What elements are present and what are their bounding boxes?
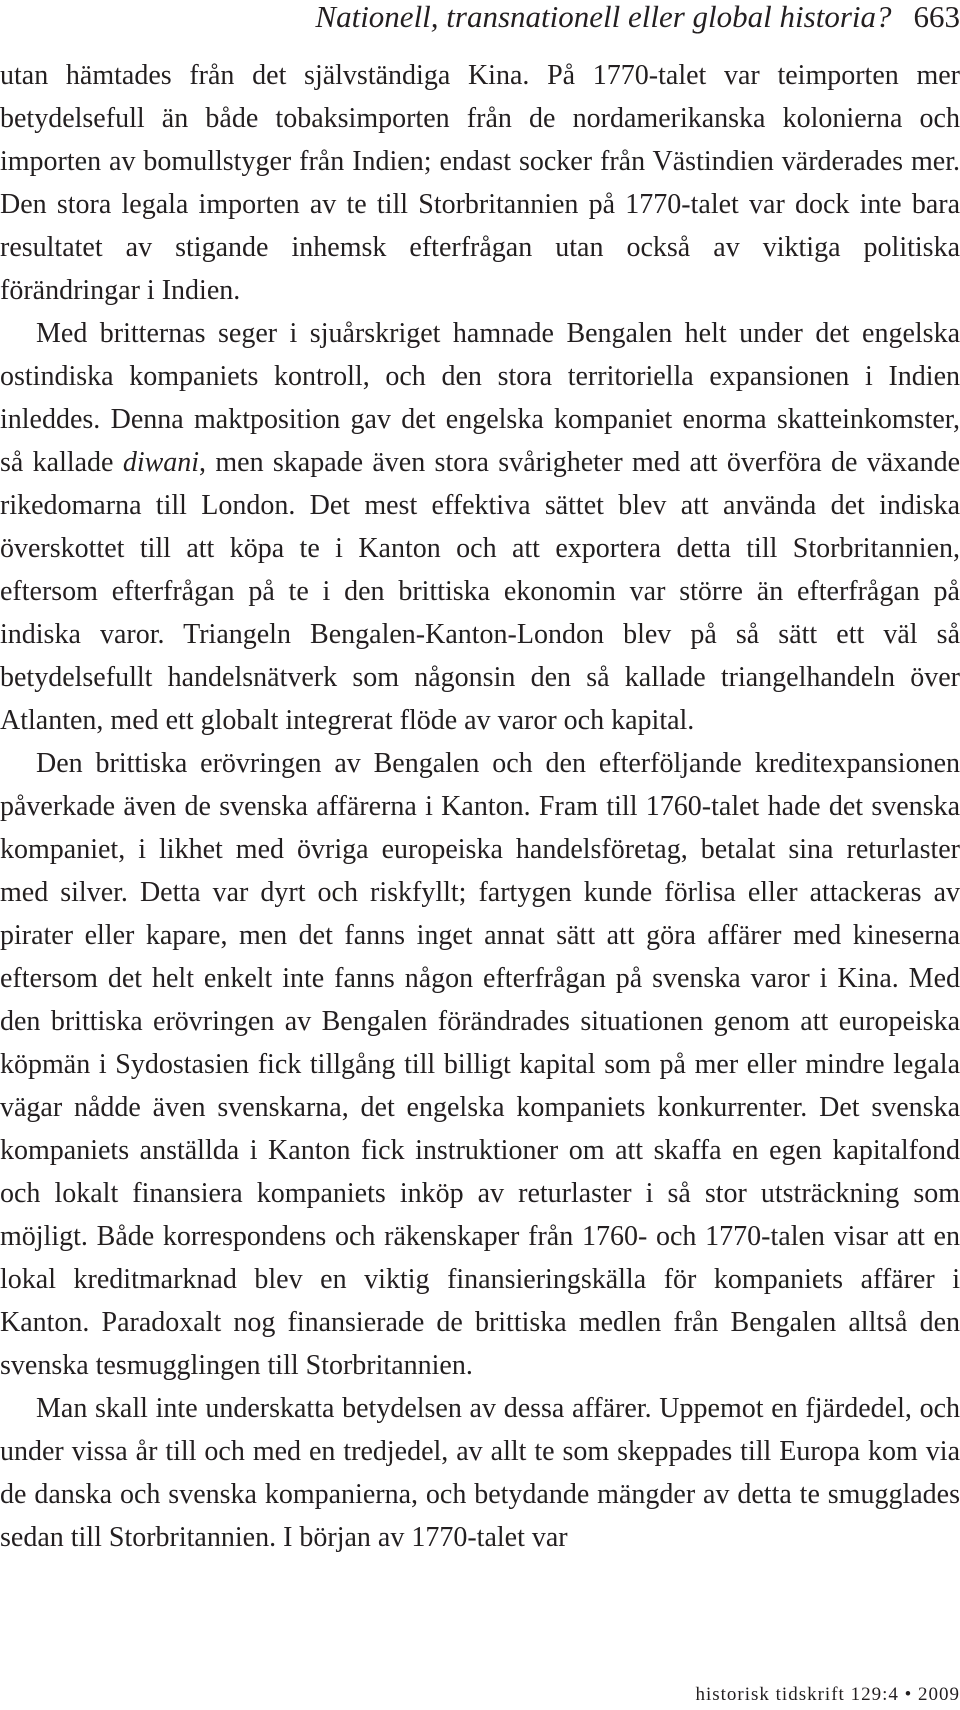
paragraph-2 <box>0 312 960 742</box>
diwani-term: diwani <box>122 447 200 478</box>
paragraph-2-text-end: , men skapade även stora svårigheter med att överföra de växande rikedomarna till London. Det mest effektiva sättet blev att använda det indiska överskottet till att köpa te i Kanton och att exportera detta till Storbritannien, eftersom efterfrågan på te i den brittiska ekonomin var större än efterfrågan på indiska varor. Triangeln Bengalen-Kanton-London blev på så sätt ett väl så betydelsefullt handelsnätverk som någonsin den så kallade triangelhandeln över Atlanten, med ett globalt integrerat flöde av varor och kapital. <box>0 447 960 736</box>
journal-name: historisk tidskrift <box>695 1684 845 1705</box>
paragraph-4-text: Man skall inte underskatta betydelsen av dessa affärer. Uppemot en fjärdedel, och under vissa år till och med en tredjedel, av allt te som skeppades till Europa kom via de danska och svenska kompanierna, och betydande mängder av detta te smugglades sedan till Storbritannien. I början av 1770-talet var <box>0 1393 960 1553</box>
paragraph-1-text: utan hämtades från det självständiga Kina. På 1770-talet var teimporten mer betydelsefull än både tobaksimporten från de nordamerikanska kolonierna och importen av bomullstyger från Indien; endast socker från Västindien värderades mer. Den stora legala importen av te till Storbritannien på 1770-talet var dock inte bara resultatet av stigande inhemsk efterfrågan utan också av viktiga politiska förändringar i Indien. <box>0 60 960 306</box>
paragraph-4 <box>0 1387 960 1559</box>
journal-year: 2009 <box>918 1684 960 1705</box>
paragraph-1 <box>0 54 960 312</box>
running-title: Nationell, transnationell eller global historia? <box>315 0 892 34</box>
body-text <box>0 54 960 1559</box>
paragraph-3-text: Den brittiska erövringen av Bengalen och den efterföljande kreditexpansionen påverkade även de svenska affärerna i Kanton. Fram till 1760-talet hade det svenska kompaniet, i likhet med övriga europeiska handelsföretag, betalat sina returlaster med silver. Detta var dyrt och riskfyllt; fartygen kunde förlisa eller attackeras av pirater eller kapare, men det fanns inget annat sätt att göra affärer med kineserna eftersom det helt enkelt inte fanns någon efterfrågan på svenska varor i Kina. Med den brittiska erövringen av Bengalen förändrades situationen genom att europeiska köpmän i Sydostasien fick tillgång till billigt kapital som på mer eller mindre legala vägar nådde även svenskarna, det engelska kompaniets konkurrenter. Det svenska kompaniets anställda i Kanton fick instruktioner om att skaffa en egen kapitalfond och lokalt finansiera kompaniets inköp av returlaster i så stor utsträckning som möjligt. Både korrespondens och räkenskaper från 1760- och 1770-talen visar att en lokal kreditmarknad blev en viktig finansieringskälla för kompaniets affärer i Kanton. Paradoxalt nog finansierade de brittiska medlen från Bengalen alltså den svenska tesmugglingen till Storbritannien. <box>0 748 960 1381</box>
footer-separator: • <box>904 1684 913 1705</box>
page-number: 663 <box>913 0 960 34</box>
running-header <box>0 0 960 40</box>
journal-issue: 129:4 <box>850 1684 899 1705</box>
running-footer <box>0 1684 960 1706</box>
paragraph-3 <box>0 742 960 1387</box>
paragraph-2-text-start: Med britternas seger i sjuårskriget hamnade Bengalen helt under det engelska ostindiska kompaniets kontroll, och den stora territoriella expansionen i Indien inleddes. Denna maktposition gav det engelska kompaniet enorma skatteinkomster, så kallade <box>0 318 960 478</box>
